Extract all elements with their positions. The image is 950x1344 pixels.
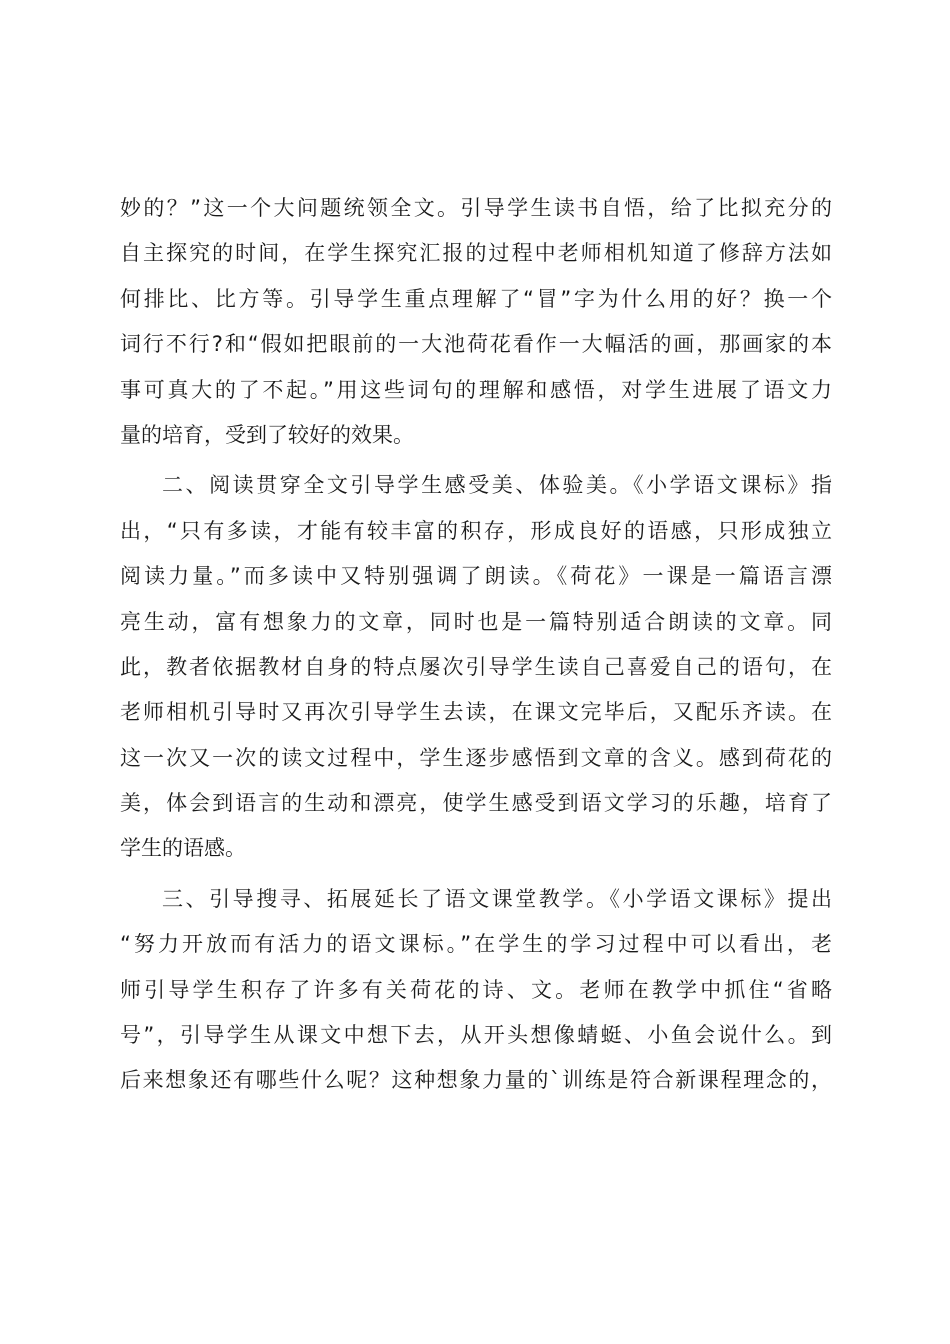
paragraph-line: 三、引导搜寻、拓展延长了语文课堂教学。《小学语文课标》提出	[162, 886, 832, 911]
paragraph-1	[120, 186, 832, 458]
document-body	[120, 186, 832, 1104]
paragraph-2	[120, 463, 832, 872]
paragraph-line: “努力开放而有活力的语文课标。”在学生的学习过程中可以看出，老	[120, 932, 832, 957]
paragraph-line: 老师相机引导时又再次引导学生去读，在课文完毕后，又配乐齐读。在	[120, 700, 832, 725]
paragraph-line: 何排比、比方等。引导学生重点理解了“冒”字为什么用的好？换一个	[120, 286, 832, 311]
paragraph-line: 自主探究的时间，在学生探究汇报的过程中老师相机知道了修辞方法如	[120, 241, 832, 266]
paragraph-line: 出，“只有多读，才能有较丰富的积存，形成良好的语感，只形成独立	[120, 518, 832, 543]
paragraph-line: 妙的？”这一个大问题统领全文。引导学生读书自悟，给了比拟充分的	[120, 196, 832, 220]
paragraph-line: 号”，引导学生从课文中想下去，从开头想像蜻蜓、小鱼会说什么。到	[120, 1023, 832, 1048]
paragraph-line: 美，体会到语言的生动和漂亮，使学生感受到语文学习的乐趣，培育了	[120, 791, 832, 816]
paragraph-line: 事可真大的了不起。”用这些词句的理解和感悟，对学生进展了语文力	[120, 377, 832, 402]
paragraph-line: 量的培育，受到了较好的效果。	[120, 422, 414, 447]
paragraph-line: 亮生动，富有想象力的文章，同时也是一篇特别适合朗读的文章。同	[120, 609, 832, 634]
paragraph-line: 词行不行?和“假如把眼前的一大池荷花看作一大幅活的画，那画家的本	[120, 332, 832, 357]
paragraph-line: 这一次又一次的读文过程中，学生逐步感悟到文章的含义。感到荷花的	[120, 745, 832, 770]
paragraph-line: 阅读力量。”而多读中又特别强调了朗读。《荷花》一课是一篇语言漂	[120, 564, 832, 589]
paragraph-line: 师引导学生积存了许多有关荷花的诗、文。老师在教学中抓住“省略	[120, 977, 832, 1002]
paragraph-line: 学生的语感。	[120, 836, 246, 861]
paragraph-3	[120, 877, 832, 1104]
paragraph-line: 后来想象还有哪些什么呢？这种想象力量的`训练是符合新课程理念的，	[120, 1068, 832, 1093]
paragraph-line: 此，教者依据教材自身的特点屡次引导学生读自己喜爱自己的语句，在	[120, 654, 832, 679]
paragraph-line: 二、阅读贯穿全文引导学生感受美、体验美。《小学语文课标》指	[162, 473, 832, 498]
